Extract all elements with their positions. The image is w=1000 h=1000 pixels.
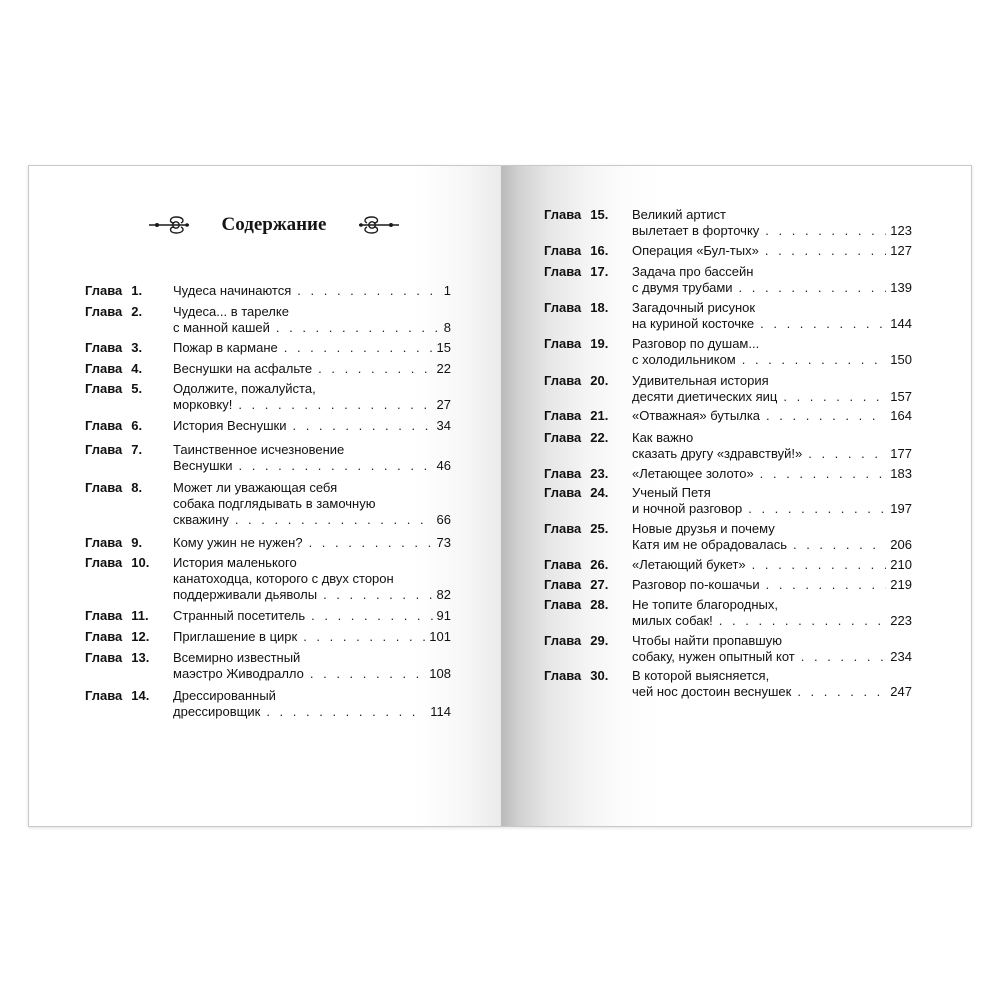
- chapter-num: 28.: [590, 597, 609, 612]
- dot-leader: [808, 446, 886, 462]
- chapter-title: Катя им не обрадовалась: [632, 537, 787, 552]
- toc-entry-line: [544, 207, 912, 223]
- chapter-number: [544, 408, 632, 424]
- chapter-title: Не топите благородных,: [632, 597, 778, 612]
- toc-entry: [544, 300, 912, 332]
- chapter-title: «Летающее золото»: [632, 466, 754, 481]
- chapter-title: поддерживали дьяволы: [173, 587, 318, 602]
- toc-entry-line: [544, 501, 912, 517]
- dot-leader: [783, 389, 886, 405]
- chapter-word: Глава: [544, 557, 582, 572]
- chapter-title: собака подглядывать в замочную: [173, 496, 376, 511]
- chapter-title: Чудеса... в тарелке: [173, 304, 289, 319]
- toc-entry: [544, 373, 912, 405]
- toc-entry: [85, 304, 451, 336]
- toc-entry-line: [85, 320, 451, 336]
- chapter-num: 14.: [131, 688, 150, 703]
- chapter-word: Глава: [85, 340, 123, 355]
- chapter-num: 8.: [131, 480, 143, 495]
- toc-entry-line: [85, 361, 451, 377]
- chapter-number: [544, 633, 632, 649]
- dot-leader: [238, 397, 432, 413]
- page-number: 15: [436, 340, 451, 355]
- dot-leader: [238, 458, 432, 474]
- chapter-title: В которой выясняется,: [632, 668, 770, 683]
- chapter-title: Великий артист: [632, 207, 726, 222]
- chapter-number: [544, 597, 632, 613]
- page-number: 219: [890, 577, 912, 592]
- ornament-left-icon: [149, 213, 191, 237]
- chapter-title: Задача про бассейн: [632, 264, 754, 279]
- chapter-num: 27.: [590, 577, 609, 592]
- chapter-title: чей нос достоин веснушек: [632, 684, 792, 699]
- dot-leader: [766, 408, 886, 424]
- chapter-number: [544, 557, 632, 573]
- chapter-word: Глава: [544, 207, 582, 222]
- dot-leader: [235, 512, 433, 528]
- page-number: 139: [890, 280, 912, 295]
- toc-entry: [544, 557, 912, 573]
- chapter-title: сказать другу «здравствуй!»: [632, 446, 803, 461]
- chapter-number: [544, 485, 632, 501]
- toc-entry: [85, 340, 451, 356]
- chapter-title: Чудеса начинаются: [173, 283, 292, 298]
- chapter-title: Таинственное исчезновение: [173, 442, 345, 457]
- dot-leader: [284, 340, 433, 356]
- chapter-num: 15.: [590, 207, 609, 222]
- chapter-number: [544, 668, 632, 684]
- chapter-num: 22.: [590, 430, 609, 445]
- toc-entry-line: [544, 485, 912, 501]
- chapter-num: 2.: [131, 304, 143, 319]
- chapter-num: 5.: [131, 381, 143, 396]
- toc-entry: [544, 668, 912, 700]
- page-number: 22: [436, 361, 451, 376]
- toc-entry-line: [544, 223, 912, 239]
- toc-entry: [544, 521, 912, 553]
- chapter-word: Глава: [544, 597, 582, 612]
- chapter-word: Глава: [85, 283, 123, 298]
- page-number: 114: [430, 704, 451, 719]
- chapter-number: [544, 243, 632, 259]
- chapter-number: [85, 361, 173, 377]
- chapter-num: 16.: [590, 243, 609, 258]
- chapter-word: Глава: [544, 300, 582, 315]
- page-number: 210: [890, 557, 912, 572]
- chapter-number: [85, 442, 173, 458]
- dot-leader: [311, 608, 432, 624]
- toc-entry-line: [85, 587, 451, 603]
- right-page: [501, 166, 972, 826]
- dot-leader: [765, 243, 886, 259]
- chapter-title: Пожар в кармане: [173, 340, 278, 355]
- chapter-word: Глава: [85, 381, 123, 396]
- page-number: 177: [890, 446, 912, 461]
- toc-title: Содержание: [221, 214, 327, 235]
- toc-entry: [544, 466, 912, 482]
- chapter-word: Глава: [85, 535, 123, 550]
- dot-leader: [752, 557, 887, 573]
- chapter-number: [85, 555, 173, 571]
- dot-leader: [276, 320, 440, 336]
- toc-entry-line: [85, 571, 451, 587]
- dot-leader: [766, 577, 887, 593]
- dot-leader: [310, 666, 425, 682]
- toc-entry: [85, 418, 451, 434]
- chapter-number: [544, 430, 632, 446]
- toc-entry-line: [85, 458, 451, 474]
- page-number: 223: [890, 613, 912, 628]
- toc-entry: [85, 535, 451, 551]
- chapter-word: Глава: [85, 555, 123, 570]
- toc-entry: [544, 430, 912, 462]
- toc-entry: [85, 442, 451, 474]
- dot-leader: [739, 280, 887, 296]
- dot-leader: [318, 361, 432, 377]
- toc-entry: [544, 633, 912, 665]
- chapter-title: маэстро Живодралло: [173, 666, 304, 681]
- page-number: 82: [436, 587, 451, 602]
- chapter-title: Разговор по-кошачьи: [632, 577, 760, 592]
- page-number: 123: [890, 223, 912, 238]
- page-number: 73: [436, 535, 451, 550]
- page-number: 150: [890, 352, 912, 367]
- chapter-num: 30.: [590, 668, 609, 683]
- chapter-word: Глава: [544, 577, 582, 592]
- chapter-title: на куриной косточке: [632, 316, 755, 331]
- toc-entry-line: [544, 577, 912, 593]
- dot-leader: [266, 704, 426, 720]
- chapter-number: [544, 207, 632, 223]
- page-number: 164: [890, 408, 912, 423]
- chapter-number: [85, 535, 173, 551]
- dot-leader: [742, 352, 887, 368]
- chapter-num: 6.: [131, 418, 143, 433]
- chapter-word: Глава: [544, 485, 582, 500]
- toc-entry-line: [85, 397, 451, 413]
- dot-leader: [793, 537, 886, 553]
- chapter-number: [85, 650, 173, 666]
- dot-leader: [801, 649, 887, 665]
- chapter-title: Новые друзья и почему: [632, 521, 775, 536]
- chapter-word: Глава: [544, 243, 582, 258]
- chapter-num: 4.: [131, 361, 143, 376]
- chapter-title: Может ли уважающая себя: [173, 480, 338, 495]
- chapter-word: Глава: [544, 373, 582, 388]
- chapter-num: 17.: [590, 264, 609, 279]
- toc-entry: [85, 688, 451, 720]
- chapter-word: Глава: [85, 480, 123, 495]
- toc-entry-line: [85, 442, 451, 458]
- toc-entry-line: [85, 629, 451, 645]
- toc-entry-line: [85, 340, 451, 356]
- toc-entry-line: [544, 613, 912, 629]
- page-number: 34: [436, 418, 451, 433]
- chapter-title: канатоходца, которого с двух сторон: [173, 571, 394, 586]
- chapter-num: 9.: [131, 535, 143, 550]
- toc-entry-line: [544, 389, 912, 405]
- toc-entry: [544, 207, 912, 239]
- chapter-title: и ночной разговор: [632, 501, 743, 516]
- chapter-word: Глава: [544, 668, 582, 683]
- chapter-number: [85, 480, 173, 496]
- toc-entry-line: [544, 649, 912, 665]
- chapter-title: Приглашение в цирк: [173, 629, 298, 644]
- toc-entry-line: [544, 336, 912, 352]
- toc-entry-line: [544, 408, 912, 424]
- chapter-number: [85, 688, 173, 704]
- toc-entry-line: [85, 704, 451, 720]
- toc-entry-line: [85, 480, 451, 496]
- page-number: 144: [890, 316, 912, 331]
- toc-entry: [85, 555, 451, 603]
- toc-entry-line: [544, 466, 912, 482]
- chapter-word: Глава: [85, 304, 123, 319]
- toc-entry: [85, 283, 451, 299]
- toc-entry-line: [544, 316, 912, 332]
- chapter-title: Операция «Бул-тых»: [632, 243, 759, 258]
- toc-entry: [85, 650, 451, 682]
- chapter-number: [544, 336, 632, 352]
- chapter-number: [85, 418, 173, 434]
- chapter-title: «Летающий букет»: [632, 557, 746, 572]
- chapter-word: Глава: [85, 361, 123, 376]
- chapter-title: скважину: [173, 512, 229, 527]
- toc-entry: [85, 361, 451, 377]
- dot-leader: [797, 684, 886, 700]
- toc-entry-line: [544, 352, 912, 368]
- toc-entry-line: [85, 381, 451, 397]
- chapter-word: Глава: [544, 408, 582, 423]
- toc-entry: [544, 597, 912, 629]
- toc-entry-line: [544, 300, 912, 316]
- toc-entry-line: [544, 430, 912, 446]
- chapter-number: [85, 608, 173, 624]
- chapter-title: Чтобы найти пропавшую: [632, 633, 782, 648]
- chapter-num: 13.: [131, 650, 150, 665]
- chapter-title: История маленького: [173, 555, 297, 570]
- chapter-num: 1.: [131, 283, 143, 298]
- page-number: 247: [890, 684, 912, 699]
- chapter-num: 21.: [590, 408, 609, 423]
- chapter-title: с холодильником: [632, 352, 736, 367]
- chapter-title: Кому ужин не нужен?: [173, 535, 303, 550]
- chapter-number: [544, 577, 632, 593]
- chapter-title: Загадочный рисунок: [632, 300, 756, 315]
- chapter-title: десяти диетических яиц: [632, 389, 778, 404]
- page-number: 108: [429, 666, 451, 681]
- chapter-title: Одолжите, пожалуйста,: [173, 381, 316, 396]
- chapter-num: 18.: [590, 300, 609, 315]
- toc-entry-line: [85, 512, 451, 528]
- toc-entry-line: [85, 496, 451, 512]
- page-number: 8: [443, 320, 451, 335]
- chapter-word: Глава: [85, 629, 123, 644]
- chapter-word: Глава: [85, 442, 123, 457]
- chapter-title: Всемирно известный: [173, 650, 301, 665]
- chapter-number: [85, 629, 173, 645]
- chapter-number: [85, 283, 173, 299]
- chapter-number: [85, 381, 173, 397]
- toc-entry: [85, 381, 451, 413]
- chapter-title: История Веснушки: [173, 418, 287, 433]
- toc-entry-line: [85, 283, 451, 299]
- toc-entry: [544, 264, 912, 296]
- toc-entry-line: [544, 280, 912, 296]
- page-number: 183: [890, 466, 912, 481]
- chapter-title: дрессировщик: [173, 704, 261, 719]
- chapter-title: Странный посетитель: [173, 608, 306, 623]
- chapter-title: с манной кашей: [173, 320, 270, 335]
- page-number: 157: [890, 389, 912, 404]
- toc-entry: [85, 629, 451, 645]
- chapter-word: Глава: [544, 466, 582, 481]
- toc-entry-line: [85, 688, 451, 704]
- toc-entry-line: [544, 557, 912, 573]
- chapter-title: с двумя трубами: [632, 280, 733, 295]
- page-number: 27: [436, 397, 451, 412]
- toc-entry-line: [544, 633, 912, 649]
- page-number: 101: [429, 629, 451, 644]
- page-number: 46: [436, 458, 451, 473]
- toc-entry-line: [544, 521, 912, 537]
- toc-entry-line: [85, 666, 451, 682]
- chapter-number: [85, 340, 173, 356]
- toc-entry: [85, 480, 451, 528]
- toc-entry-line: [544, 446, 912, 462]
- chapter-title: Как важно: [632, 430, 694, 445]
- dot-leader: [719, 613, 887, 629]
- chapter-word: Глава: [544, 336, 582, 351]
- page-number: 66: [436, 512, 451, 527]
- chapter-number: [544, 466, 632, 482]
- toc-entry-line: [85, 418, 451, 434]
- chapter-word: Глава: [85, 418, 123, 433]
- chapter-word: Глава: [85, 650, 123, 665]
- page-number: 206: [890, 537, 912, 552]
- toc-entry-line: [544, 373, 912, 389]
- chapter-word: Глава: [85, 688, 123, 703]
- chapter-word: Глава: [544, 633, 582, 648]
- toc-entry-line: [85, 650, 451, 666]
- toc-list-left: [85, 283, 451, 720]
- toc-entry-line: [85, 555, 451, 571]
- dot-leader: [748, 501, 886, 517]
- chapter-num: 24.: [590, 485, 609, 500]
- chapter-number: [544, 300, 632, 316]
- toc-entry-line: [544, 597, 912, 613]
- chapter-num: 29.: [590, 633, 609, 648]
- dot-leader: [297, 283, 439, 299]
- toc-entry-line: [85, 535, 451, 551]
- chapter-title: Веснушки: [173, 458, 233, 473]
- chapter-title: собаку, нужен опытный кот: [632, 649, 795, 664]
- toc-entry-line: [544, 684, 912, 700]
- chapter-num: 11.: [131, 608, 149, 623]
- toc-list-right: [544, 207, 912, 700]
- page-number: 91: [436, 608, 451, 623]
- toc-entry-line: [544, 243, 912, 259]
- chapter-word: Глава: [85, 608, 123, 623]
- book-spread: [28, 165, 972, 827]
- chapter-title: «Отважная» бутылка: [632, 408, 761, 423]
- chapter-title: Веснушки на асфальте: [173, 361, 313, 376]
- toc-entry-line: [544, 537, 912, 553]
- chapter-number: [544, 373, 632, 389]
- page-number: 197: [890, 501, 912, 516]
- chapter-num: 25.: [590, 521, 609, 536]
- chapter-num: 26.: [590, 557, 609, 572]
- toc-entry: [544, 336, 912, 368]
- chapter-title: вылетает в форточку: [632, 223, 760, 238]
- chapter-num: 10.: [131, 555, 150, 570]
- dot-leader: [765, 223, 886, 239]
- toc-entry: [544, 577, 912, 593]
- left-page: [29, 166, 501, 826]
- chapter-title: морковку!: [173, 397, 233, 412]
- dot-leader: [760, 316, 886, 332]
- toc-entry-line: [544, 264, 912, 280]
- dot-leader: [760, 466, 887, 482]
- ornament-right-icon: [357, 213, 399, 237]
- page-number: 234: [890, 649, 912, 664]
- chapter-num: 12.: [131, 629, 150, 644]
- toc-heading: [149, 213, 399, 237]
- chapter-number: [544, 264, 632, 280]
- chapter-number: [544, 521, 632, 537]
- chapter-num: 7.: [131, 442, 143, 457]
- chapter-word: Глава: [544, 430, 582, 445]
- chapter-num: 20.: [590, 373, 609, 388]
- chapter-num: 3.: [131, 340, 143, 355]
- chapter-num: 23.: [590, 466, 609, 481]
- chapter-number: [85, 304, 173, 320]
- chapter-num: 19.: [590, 336, 609, 351]
- chapter-title: Разговор по душам...: [632, 336, 760, 351]
- toc-entry: [544, 243, 912, 259]
- chapter-title: Ученый Петя: [632, 485, 711, 500]
- toc-entry: [544, 408, 912, 424]
- dot-leader: [292, 418, 432, 434]
- dot-leader: [309, 535, 433, 551]
- toc-entry: [544, 485, 912, 517]
- page-number: 127: [890, 243, 912, 258]
- toc-entry: [85, 608, 451, 624]
- chapter-word: Глава: [544, 521, 582, 536]
- toc-entry-line: [85, 304, 451, 320]
- chapter-word: Глава: [544, 264, 582, 279]
- page-number: 1: [443, 283, 451, 298]
- toc-entry-line: [544, 668, 912, 684]
- dot-leader: [303, 629, 425, 645]
- toc-entry-line: [85, 608, 451, 624]
- dot-leader: [323, 587, 432, 603]
- chapter-title: милых собак!: [632, 613, 713, 628]
- chapter-title: Дрессированный: [173, 688, 276, 703]
- chapter-title: Удивительная история: [632, 373, 769, 388]
